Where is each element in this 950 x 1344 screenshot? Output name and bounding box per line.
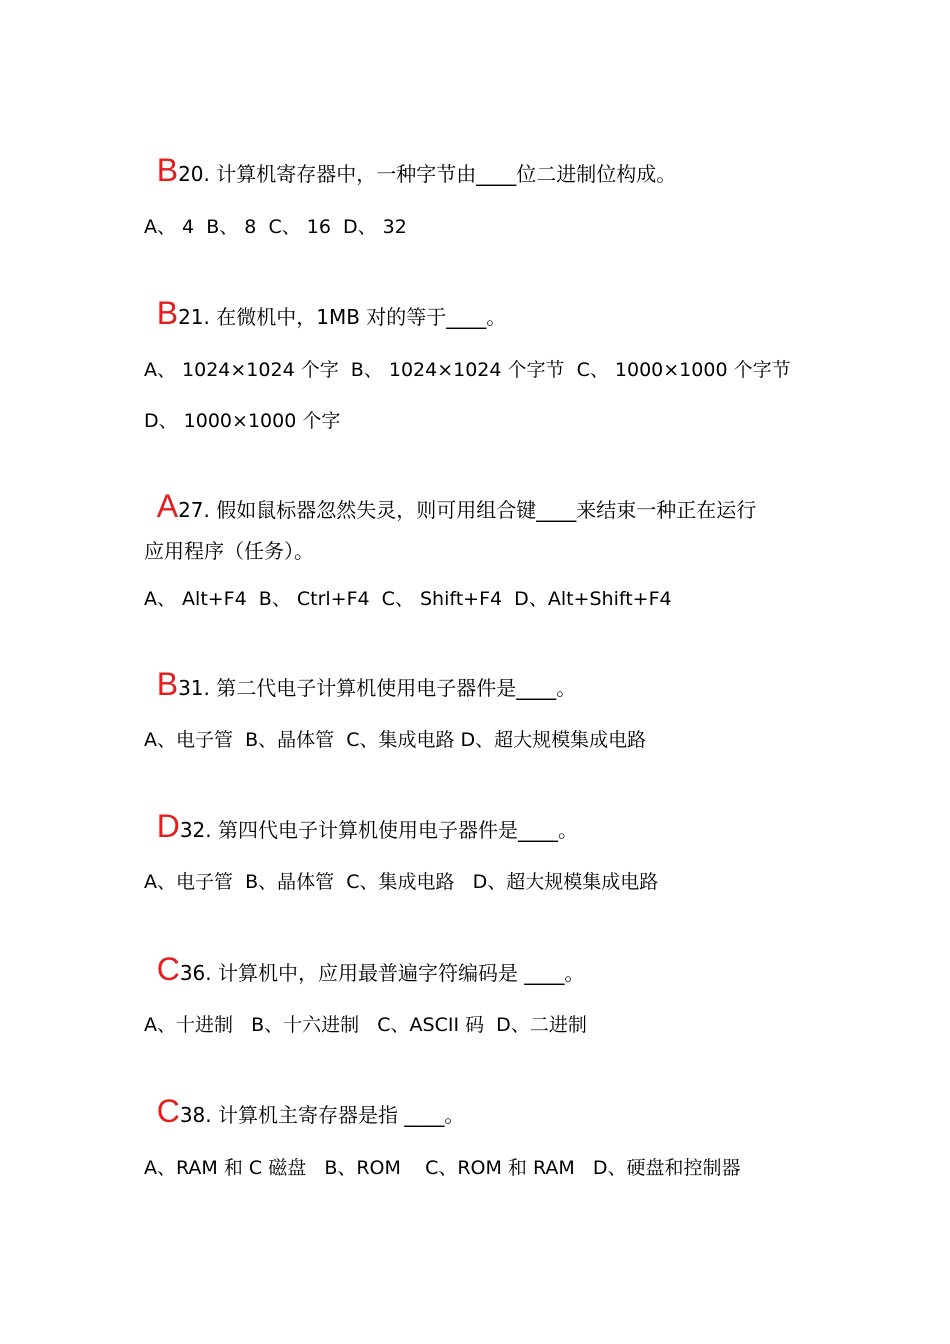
question-31-options: A、电子管 B、晶体管 C、集成电路 D、超大规模集成电路 (144, 729, 647, 751)
answer-letter: C (156, 1093, 180, 1129)
question-38-options: A、RAM 和 C 磁盘 B、ROM C、ROM 和 RAM D、硬盘和控制器 (144, 1157, 741, 1179)
answer-letter: D (156, 808, 180, 844)
question-21-options-line1: A、 1024×1024 个字 B、 1024×1024 个字节 C、 1000×1000 个字节 (144, 359, 791, 381)
question-20 (144, 134, 676, 186)
answer-letter: A (156, 488, 179, 524)
answer-letter: C (156, 951, 180, 987)
question-20-options: A、 4 B、 8 C、 16 D、 32 (144, 216, 407, 238)
question-stem: 38. 计算机主寄存器是指 ____。 (179, 1103, 465, 1127)
question-stem: 31. 第二代电子计算机使用电子器件是____。 (178, 676, 577, 700)
question-31 (144, 648, 576, 700)
answer-letter: B (156, 152, 179, 188)
question-27-options: A、 Alt+F4 B、 Ctrl+F4 C、 Shift+F4 D、Alt+Shift+F4 (144, 588, 672, 610)
answer-letter: B (156, 666, 179, 702)
question-38 (144, 1075, 464, 1127)
question-stem: 27. 假如鼠标器忽然失灵，则可用组合键____来结束一种正在运行 (178, 498, 757, 522)
question-stem: 36. 计算机中，应用最普遍字符编码是 ____。 (179, 961, 585, 985)
question-21-options-line2: D、 1000×1000 个字 (144, 410, 341, 432)
question-stem: 20. 计算机寄存器中，一种字节由____位二进制位构成。 (178, 162, 677, 186)
question-36 (144, 933, 584, 985)
question-32 (144, 790, 578, 842)
question-36-options: A、十进制 B、十六进制 C、ASCII 码 D、二进制 (144, 1014, 587, 1036)
question-stem: 21. 在微机中，1MB 对的等于____。 (178, 305, 507, 329)
question-stem: 32. 第四代电子计算机使用电子器件是____。 (179, 818, 578, 842)
question-27-stem-continued: 应用程序（任务）。 (144, 539, 314, 563)
question-27 (144, 470, 756, 522)
question-32-options: A、电子管 B、晶体管 C、集成电路 D、超大规模集成电路 (144, 871, 659, 893)
answer-letter: B (156, 295, 179, 331)
question-21 (144, 277, 506, 329)
